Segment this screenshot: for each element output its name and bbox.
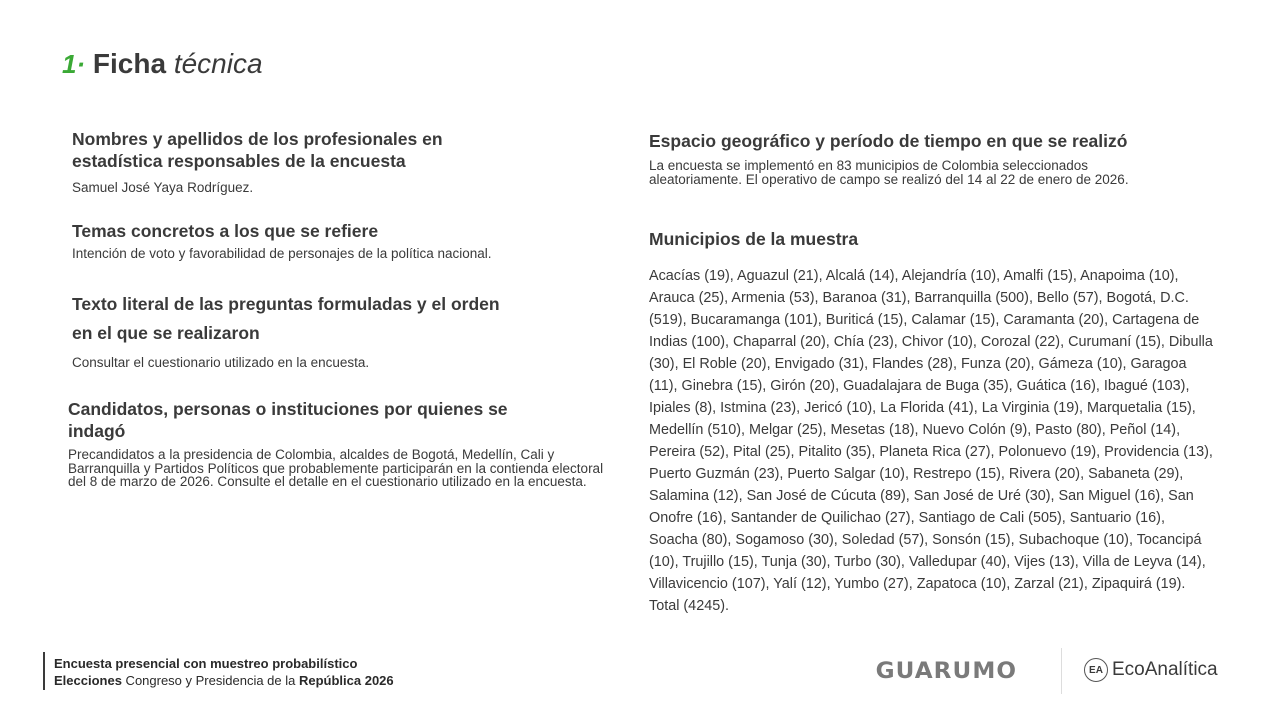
page-title	[62, 48, 263, 80]
ecoanalitica-name: EcoAnalítica	[1112, 659, 1218, 680]
footer-elecciones: Elecciones	[54, 673, 122, 688]
section-heading: Candidatos, personas o instituciones por quienes se indagó	[68, 399, 508, 441]
section-heading: Nombres y apellidos de los profesionales en estadística responsables de la encuesta	[72, 129, 443, 171]
title-italic: técnica	[173, 48, 263, 79]
section-geografico	[649, 130, 1209, 186]
section-candidatos	[68, 398, 608, 489]
ecoanalitica-mark-icon: EA	[1084, 658, 1108, 682]
footer-mid: Congreso y Presidencia de la	[121, 673, 299, 688]
ecoanalitica-logo	[1084, 658, 1218, 682]
section-responsables	[72, 128, 512, 195]
section-body: Consultar el cuestionario utilizado en la encuesta.	[72, 355, 370, 370]
section-heading: Municipios de la muestra	[649, 229, 859, 249]
guarumo-logo: GUARUMO	[875, 659, 1018, 684]
section-heading: Espacio geográfico y período de tiempo en que se realizó	[649, 131, 1128, 151]
section-heading: Temas concretos a los que se refiere	[72, 221, 379, 241]
section-body: Samuel José Yaya Rodríguez.	[72, 180, 254, 195]
section-number: 1·	[62, 49, 86, 79]
section-heading: Texto literal de las preguntas formuladas y el orden en el que se realizaron	[72, 294, 500, 343]
section-municipios-heading	[649, 228, 858, 250]
title-bold: Ficha	[92, 48, 167, 79]
footer-divider	[43, 652, 45, 690]
municipios-list: Acacías (19), Aguazul (21), Alcalá (14), Alejandría (10), Amalfi (15), Anapoima (10), Arauca (25), Armenia (53), Baranoa (31), Barranquilla (500), Bello (57), Bogotá, D.C. (519), Bucaramanga (101), Buriticá (15), Calamar (15), Caramanta (20), Cartagena de Indias (100), Chaparral (20), Chía (23), Chivor (10), Corozal (22), Curumaní (15), Dibulla (30), El Roble (20), Envigado (31), Flandes (28), Funza (20), Gámeza (10), Garagoa (11), Ginebra (15), Girón (20), Guadalajara de Buga (35), Guática (16), Ibagué (103), Ipiales (8), Istmina (23), Jericó (10), La Florida (41), La Virginia (19), Marquetalia (15), Medellín (510), Melgar (25), Mesetas (18), Nuevo Colón (9), Pasto (80), Peñol (14), Pereira (52), Pital (25), Pitalito (35), Planeta Rica (27), Polonuevo (19), Providencia (13), Puerto Guzmán (23), Puerto Salgar (10), Restrepo (15), Rivera (20), Sabaneta (29), Salamina (12), San José de Cúcuta (89), San José de Uré (30), San Miguel (16), San Onofre (16), Santander de Quilichao (27), Santiago de Cali (505), Santuario (16), Soacha (80), Sogamoso (30), Soledad (57), Sonsón (15), Subachoque (10), Tocancipá (10), Trujillo (15), Tunja (30), Turbo (30), Valledupar (40), Vijes (13), Villa de Leyva (14), Villavicencio (107), Yalí (12), Yumbo (27), Zapatoca (10), Zarzal (21), Zipaquirá (19). Total (4245).	[649, 268, 1213, 614]
section-preguntas	[72, 290, 512, 370]
section-body: Intención de voto y favorabilidad de personajes de la política nacional.	[72, 246, 492, 261]
footer-republica: República 2026	[298, 673, 394, 688]
section-temas	[72, 220, 612, 261]
section-body: Precandidatos a la presidencia de Colombia, alcaldes de Bogotá, Medellín, Cali y Barranquilla y Partidos Políticos que probablemente participarán en la contienda electoral del 8 de marzo de 2026. Consulte el detalle en el cuestionario utilizado en la encuesta.	[68, 447, 604, 489]
logo-divider	[1061, 648, 1062, 694]
footer-line1: Encuesta presencial con muestreo probabilístico	[54, 656, 358, 671]
section-body: La encuesta se implementó en 83 municipios de Colombia seleccionados aleatoriamente. El operativo de campo se realizó del 14 al 22 de enero de 2026.	[649, 158, 1129, 187]
footer-text	[54, 655, 394, 689]
